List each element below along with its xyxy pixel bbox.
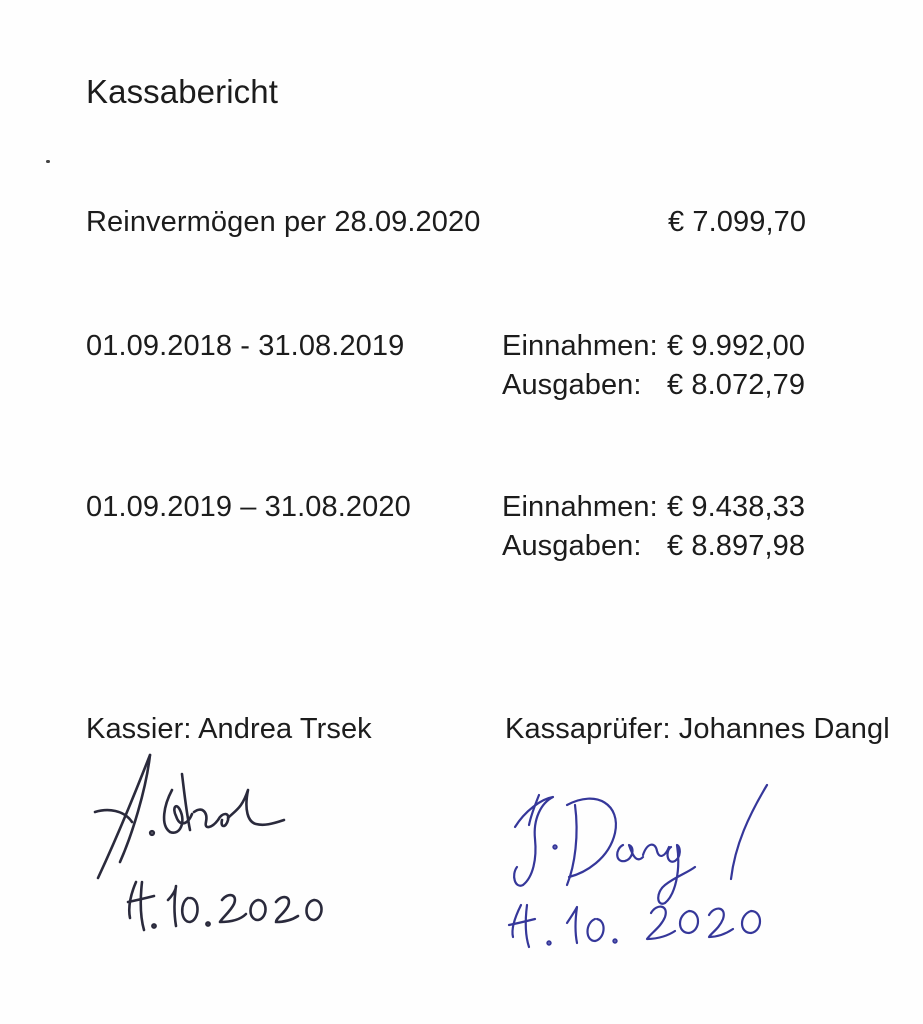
auditor-signature	[505, 775, 795, 975]
income-amount: € 9.992,00	[667, 330, 806, 362]
cashier-label: Kassier: Andrea Trsek	[86, 713, 372, 745]
income-amount: € 9.438,33	[667, 491, 806, 523]
income-label: Einnahmen:	[502, 491, 658, 523]
income-label: Einnahmen:	[502, 330, 658, 362]
period-range: 01.09.2018 - 31.08.2019	[86, 330, 405, 362]
net-assets-label: Reinvermögen per 28.09.2020	[86, 206, 481, 238]
net-assets-amount: € 7.099,70	[668, 206, 807, 238]
period-range: 01.09.2019 – 31.08.2020	[86, 491, 411, 523]
page-title: Kassabericht	[86, 73, 278, 110]
auditor-label: Kassaprüfer: Johannes Dangl	[505, 713, 890, 745]
expense-amount: € 8.897,98	[667, 530, 806, 562]
expense-label: Ausgaben:	[502, 369, 642, 401]
scan-speck	[46, 160, 50, 163]
expense-amount: € 8.072,79	[667, 369, 806, 401]
cashier-signature	[80, 750, 340, 950]
expense-label: Ausgaben:	[502, 530, 642, 562]
